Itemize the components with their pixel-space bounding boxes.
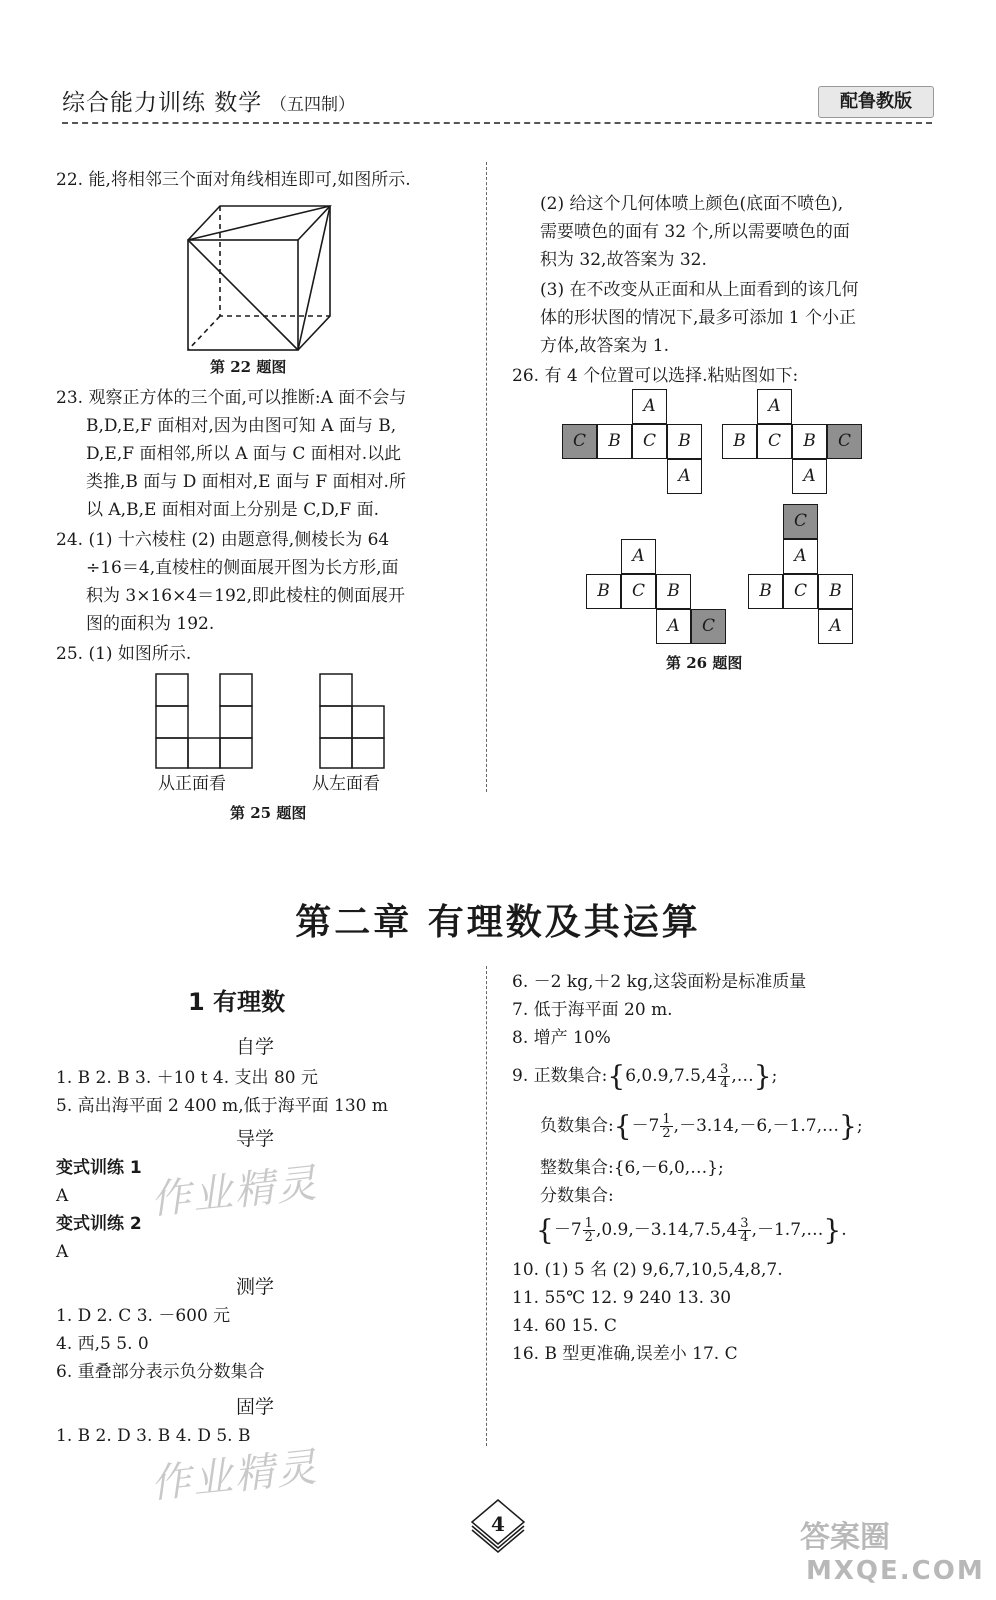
left-view-label: 从左面看 — [312, 774, 380, 794]
net-cell: A — [783, 539, 818, 574]
net-cell: C — [783, 574, 818, 609]
answer-23-line2: B,D,E,F 面相对,因为由图可知 A 面与 B, — [86, 416, 397, 436]
answer-9-fraction: {－7 $\frac{1}{2}$ ,0.9,－3.14,7.5,4 $\frac{3}{4}$ ,－1.7,…}. — [536, 1213, 847, 1247]
net-cell: A — [656, 609, 691, 644]
answer-6: 6. －2 kg,＋2 kg,这袋面粉是标准质量 — [512, 972, 807, 992]
watermark-1: 作业精灵 — [148, 1160, 321, 1224]
header-rule — [62, 122, 932, 124]
answer-25-part1: 25. (1) 如图所示. — [56, 644, 192, 664]
figure-22-caption: 第 22 题图 — [210, 358, 287, 376]
header-title: 综合能力训练 数学 — [62, 90, 263, 116]
net-cell: C — [632, 424, 667, 459]
answer-10: 10. (1) 5 名 (2) 9,6,7,10,5,4,8,7. — [512, 1260, 783, 1280]
net-cell: A — [632, 389, 667, 424]
net-cell: A — [621, 539, 656, 574]
answer-9-positive: 9. 正数集合:{6,0.9,7.5,4 $\frac{3}{4}$ ,…}; — [512, 1059, 778, 1093]
net-cell: A — [792, 459, 827, 494]
net-cell: A — [667, 459, 702, 494]
column-divider-top — [486, 162, 487, 792]
answer-7: 7. 低于海平面 20 m. — [512, 1000, 673, 1020]
edition-badge: 配鲁教版 — [818, 86, 934, 118]
answer-25-3-line2: 体的形状图的情况下,最多可添加 1 个小正 — [540, 308, 857, 328]
views-diagram-25 — [150, 670, 390, 770]
net-cell: C — [621, 574, 656, 609]
zixue-answers-1: 1. B 2. B 3. ＋10 t 4. 支出 80 元 — [56, 1068, 318, 1088]
net-cell: B — [597, 424, 632, 459]
answer-25-2-line1: (2) 给这个几何体喷上颜色(底面不喷色), — [540, 194, 844, 214]
cexue-answers-1: 1. D 2. C 3. －600 元 — [56, 1306, 231, 1326]
answer-9-integer: 整数集合:{6,－6,0,…}; — [540, 1158, 724, 1178]
answer-26: 26. 有 4 个位置可以选择.粘贴图如下: — [512, 366, 799, 386]
column-divider-bottom — [486, 966, 487, 1446]
zixue-answers-2: 5. 高出海平面 2 400 m,低于海平面 130 m — [56, 1096, 388, 1116]
answer-11-13: 11. 55℃ 12. 9 240 13. 30 — [512, 1288, 732, 1308]
answer-9-fraction-label: 分数集合: — [540, 1186, 614, 1206]
net-cell: C — [757, 424, 792, 459]
guxue-heading: 固学 — [236, 1396, 275, 1418]
bianshi-2-answer: A — [56, 1242, 69, 1262]
answer-25-2-line2: 需要喷色的面有 32 个,所以需要喷色的面 — [540, 222, 850, 242]
bianshi-1-answer: A — [56, 1186, 69, 1206]
cube-diagram-22 — [180, 196, 340, 356]
net-cell: B — [748, 574, 783, 609]
cexue-answers-2: 4. 西,5 5. 0 — [56, 1334, 149, 1354]
site-url: MXQE.COM — [806, 1556, 985, 1586]
net-cell: C — [783, 504, 818, 539]
net-cell: B — [818, 574, 853, 609]
answer-8: 8. 增产 10% — [512, 1028, 611, 1048]
net-cell: B — [722, 424, 757, 459]
zixue-heading: 自学 — [236, 1036, 275, 1058]
net-cell: C — [562, 424, 597, 459]
chapter-title: 第二章 有理数及其运算 — [295, 902, 701, 943]
answer-24-line2: ÷16＝4,直棱柱的侧面展开图为长方形,面 — [86, 558, 399, 578]
net-cell: B — [667, 424, 702, 459]
cexue-answers-3: 6. 重叠部分表示负分数集合 — [56, 1362, 265, 1382]
front-view-label: 从正面看 — [158, 774, 226, 794]
figure-25-caption: 第 25 题图 — [230, 804, 307, 822]
answer-23-line1: 23. 观察正方体的三个面,可以推断:A 面不会与 — [56, 388, 407, 408]
answer-9-negative: 负数集合:{－7 $\frac{1}{2}$ ,－3.14,－6,－1.7,…}; — [540, 1109, 863, 1143]
net-cell: A — [757, 389, 792, 424]
figure-26-caption: 第 26 题图 — [666, 654, 743, 672]
answer-23-line4: 类推,B 面与 D 面相对,E 面与 F 面相对.所 — [86, 472, 406, 492]
answer-24-line3: 积为 3×16×4＝192,即此棱柱的侧面展开 — [86, 586, 406, 606]
net-cell: B — [586, 574, 621, 609]
daoxue-heading: 导学 — [236, 1128, 275, 1150]
guxue-answers-1: 1. B 2. D 3. B 4. D 5. B — [56, 1426, 251, 1446]
net-cell: C — [691, 609, 726, 644]
cexue-heading: 测学 — [236, 1276, 275, 1298]
site-logo: 答案圈 — [800, 1520, 890, 1555]
page-number: 4 — [491, 1512, 505, 1536]
answer-24-line1: 24. (1) 十六棱柱 (2) 由题意得,侧棱长为 64 — [56, 530, 390, 550]
answer-25-3-line3: 方体,故答案为 1. — [540, 336, 670, 356]
header-system: （五四制） — [270, 95, 355, 115]
answer-16-17: 16. B 型更准确,误差小 17. C — [512, 1344, 738, 1364]
answer-14-15: 14. 60 15. C — [512, 1316, 617, 1336]
answer-23-line5: 以 A,B,E 面相对面上分别是 C,D,F 面. — [86, 500, 380, 520]
bianshi-1-label: 变式训练 1 — [56, 1158, 142, 1178]
net-cell: A — [818, 609, 853, 644]
answer-25-3-line1: (3) 在不改变从正面和从上面看到的该几何 — [540, 280, 859, 300]
net-cell: C — [827, 424, 862, 459]
answer-25-2-line3: 积为 32,故答案为 32. — [540, 250, 707, 270]
bianshi-2-label: 变式训练 2 — [56, 1214, 142, 1234]
watermark-2: 作业精灵 — [148, 1444, 321, 1508]
net-cell: B — [656, 574, 691, 609]
answer-24-line4: 图的面积为 192. — [86, 614, 215, 634]
net-cell: B — [792, 424, 827, 459]
answer-23-line3: D,E,F 面相邻,所以 A 面与 C 面相对.以此 — [86, 444, 402, 464]
section-title: 1 有理数 — [188, 988, 286, 1016]
answer-22: 22. 能,将相邻三个面对角线相连即可,如图所示. — [56, 170, 411, 190]
